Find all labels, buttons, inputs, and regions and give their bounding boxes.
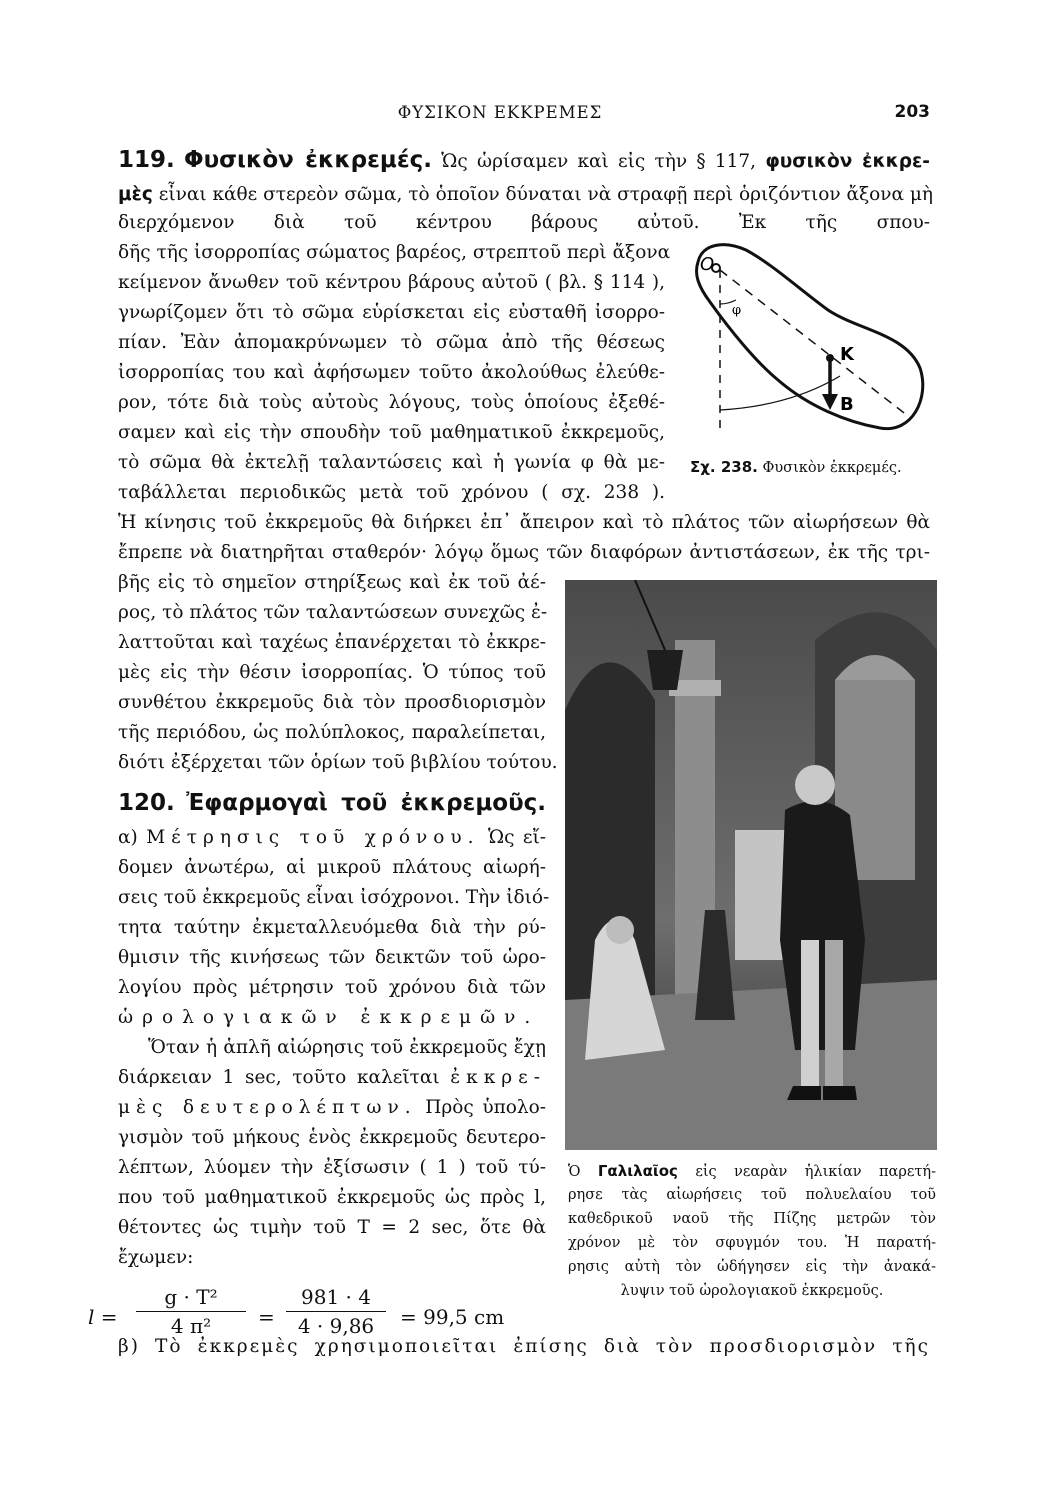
sec119-col-line: λαττοῦται καὶ ταχέως ἐπανέρχεται τὸ ἐκκρε-	[118, 632, 546, 653]
photo-caption-line: καθεδρικοῦ ναοῦ τῆς Πίζης μετρῶν τὸν	[568, 1211, 936, 1227]
eq-lhs: l =	[88, 1305, 118, 1329]
eq-fraction-1	[136, 1285, 246, 1338]
sec119-line-3: διερχόμενον διὰ τοῦ κέντρου βάρους αὐτοῦ. Ἐκ τῆς σπου-	[118, 212, 930, 233]
sec120-col-line: δομεν ἀνωτέρω, αἱ μικροῦ πλάτους αἰωρή-	[118, 857, 546, 878]
figure-238-caption: Σχ. 238. Φυσικὸν ἐκκρεμές.	[690, 458, 902, 476]
sec119-narrow-line: δῆς τῆς ἰσορροπίας σώματος βαρέος, στρεπτοῦ περὶ ἄξονα	[118, 242, 671, 263]
sec120-col-line: σεις τοῦ ἐκκρεμοῦς εἶναι ἰσόχρονοι. Τὴν ἰδιό-	[118, 887, 550, 908]
illustration-drawing	[565, 580, 937, 1150]
eq-den1: 4 π²	[170, 1314, 212, 1338]
sec120-col-line: λέπτων, λύομεν τὴν ἐξίσωσιν ( 1 ) τοῦ τύ-	[118, 1157, 546, 1178]
sec120-number: 120.	[118, 790, 175, 816]
sec120-mes-line: μὲς δευτερολέπτων. Πρὸς ὑπολο-	[118, 1097, 546, 1118]
sec120-line-a: α) Μέτρησις τοῦ χρόνου. Ὡς εἴ-	[118, 827, 546, 848]
axis-dashed-line	[720, 270, 908, 416]
sec120-heading: Ἐφαρμογαὶ τοῦ ἐκκρεμοῦς.	[186, 790, 546, 816]
eq-fraction-2	[286, 1285, 386, 1338]
sec119-col-line: ρος, τὸ πλάτος τῶν ταλαντώσεων συνεχῶς ἐ-	[118, 602, 548, 623]
sec119-col-line: μὲς εἰς τὴν θέσιν ἰσορροπίας. Ὁ τύπος τοῦ	[118, 662, 546, 683]
label-K: K	[840, 344, 854, 365]
eq-result: = 99,5 cm	[400, 1305, 505, 1329]
photo-caption-line: λυψιν τοῦ ὡρολογιακοῦ ἐκκρεμοῦς.	[620, 1283, 884, 1299]
running-header: ΦΥΣΙΚΟΝ ΕΚΚΡΕΜΕΣ	[397, 103, 603, 122]
sec120-col-line: θέτοντες ὡς τιμὴν τοῦ Τ = 2 sec, ὅτε θὰ	[118, 1217, 546, 1238]
weight-arrow-head	[822, 394, 838, 410]
photo-caption-line: ρησε τὰς αἰωρήσεις τοῦ πολυελαίου τοῦ	[568, 1187, 936, 1203]
sec119-col-line: διότι ἐξέρχεται τῶν ὁρίων τοῦ βιβλίου τούτου.	[118, 752, 558, 773]
photo-caption-line: ρησις αὐτὴ τὸν ὡδήγησεν εἰς τὴν ἀνακά-	[568, 1259, 936, 1275]
sec120-spaced-line: ὡρολογιακῶν ἐκκρεμῶν.	[118, 1007, 540, 1028]
sec120-col-line: λογίου πρὸς μέτρησιν τοῦ χρόνου διὰ τῶν	[118, 977, 546, 998]
eq-num1: g · T²	[136, 1285, 246, 1312]
page-number: 203	[894, 102, 930, 122]
sec119-col-line: βῆς εἰς τὸ σημεῖον στηρίξεως καὶ ἐκ τοῦ ἀέ-	[118, 572, 546, 593]
sec119-narrow-line: τὸ σῶμα θὰ ἐκτελῇ ταλαντώσεις καὶ ἡ γωνία φ θὰ με-	[118, 452, 665, 473]
sec119-narrow-line: ταβάλλεται περιοδικῶς μετὰ τοῦ χρόνου ( σχ. 238 ).	[118, 482, 665, 503]
photo-caption-line: Ὁ Γαλιλαῖος εἰς νεαρὰν ἡλικίαν παρετή-	[568, 1162, 936, 1180]
sec119-line-2: μὲς εἶναι κάθε στερεὸν σῶμα, τὸ ὁποῖον δύναται νὰ στραφῇ περὶ ὁριζόντιον ἄξονα μὴ	[118, 184, 934, 205]
sec119-col-line: συνθέτου ἐκκρεμοῦς διὰ τὸν προσδιορισμὸν	[118, 692, 546, 713]
sec119-narrow-line: κείμενον ἄνωθεν τοῦ κέντρου βάρους αὐτοῦ ( βλ. § 114 ),	[118, 272, 665, 293]
figure-238-physical-pendulum	[680, 230, 930, 450]
sec120-diarkeia-line: διάρκειαν 1 sec, τοῦτο καλεῖται ἐκκρε-	[118, 1067, 546, 1088]
photo-caption-line: χρόνον μὲ τὸν σφυγμόν του. Ἡ παρατή-	[568, 1235, 936, 1251]
sec120-otan-line: Ὅταν ἡ ἁπλῆ αἰώρησις τοῦ ἐκκρεμοῦς ἔχῃ	[148, 1037, 546, 1058]
galileo-cathedral-illustration	[565, 580, 937, 1150]
eq-equals: =	[258, 1305, 275, 1329]
sec120-col-line: που τοῦ μαθηματικοῦ ἐκκρεμοῦς ὡς πρὸς l,	[118, 1187, 546, 1208]
sec119-col-line: τῆς περιόδου, ὡς πολύπλοκος, παραλείπεται,	[118, 722, 546, 743]
sec119-full-line: Ἡ κίνησις τοῦ ἐκκρεμοῦς θὰ διήρκει ἐπ᾽ ἄπειρον καὶ τὸ πλάτος τῶν αἰωρήσεων θὰ	[118, 512, 930, 533]
label-B: B	[840, 394, 854, 415]
sec120-heading-line	[118, 788, 546, 818]
sec119-narrow-line: σαμεν καὶ εἰς τὴν σπουδὴν τοῦ μαθηματικοῦ ἐκκρεμοῦς,	[118, 422, 665, 443]
sec120-col-line: ἔχωμεν:	[118, 1247, 194, 1268]
sec119-heading: Φυσικὸν ἐκκρεμές.	[184, 147, 433, 173]
sec119-narrow-line: πίαν. Ἐὰν ἀπομακρύνωμεν τὸ σῶμα ἀπὸ τῆς θέσεως	[118, 332, 665, 353]
label-O: O	[700, 254, 715, 275]
label-phi: φ	[732, 303, 742, 318]
sec119-full-line: ἔπρεπε νὰ διατηρῆται σταθερόν· λόγῳ ὅμως τῶν διαφόρων ἀντιστάσεων, ἐκ τῆς τρι-	[118, 542, 930, 563]
sec119-narrow-line: γνωρίζομεν ὅτι τὸ σῶμα εὑρίσκεται εἰς εὐσταθῆ ἰσορρο-	[118, 302, 665, 323]
sec120-col-line: θμισιν τῆς κινήσεως τῶν δεικτῶν τοῦ ὡρο-	[118, 947, 546, 968]
sec119-narrow-line: ρον, τότε διὰ τοὺς αὐτοὺς λόγους, τοὺς ὁποίους ἐξεθέ-	[118, 392, 665, 413]
eq-num2: 981 · 4	[286, 1285, 386, 1312]
sec120-col-line: τητα ταύτην ἐκμεταλλευόμεθα διὰ τὴν ρύ-	[118, 917, 546, 938]
sec120-line-b: β) Τὸ ἐκκρεμὲς χρησιμοποιεῖται ἐπίσης διὰ τὸν προσδιορισμὸν τῆς	[118, 1336, 930, 1357]
sec119-number: 119.	[118, 147, 175, 173]
sec119-narrow-line: ἰσορροπίας του καὶ ἀφήσωμεν τοῦτο ἀκολούθως ἐλεύθε-	[118, 362, 665, 383]
sec120-col-line: γισμὸν τοῦ μήκους ἑνὸς ἐκκρεμοῦς δευτερο-	[118, 1127, 546, 1148]
eq-den2: 4 · 9,86	[297, 1314, 375, 1338]
sec119-line-1: 119. Φυσικὸν ἐκκρεμές. Ὡς ὡρίσαμεν καὶ εἰς τὴν § 117, φυσικὸν ἐκκρε-	[118, 147, 930, 173]
